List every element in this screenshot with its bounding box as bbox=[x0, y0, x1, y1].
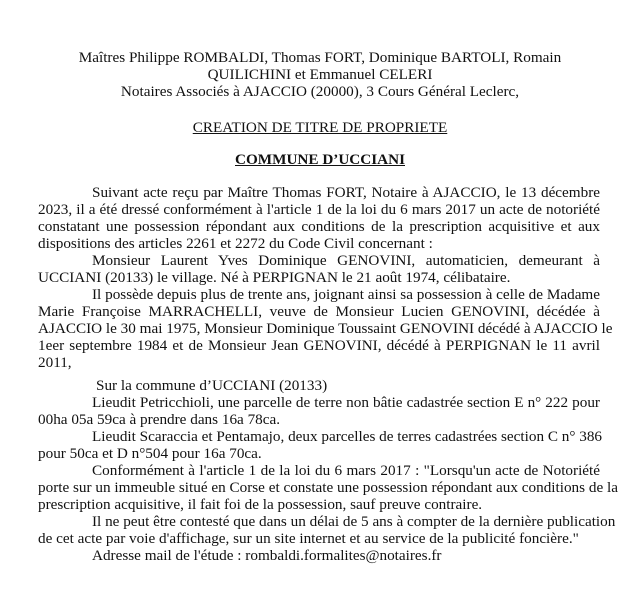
body-line: constatant une possession répondant aux conditions de la prescription acquisitive et aux bbox=[38, 218, 600, 235]
body-line: Lieudit Scaraccia et Pentamajo, deux parcelles de terres cadastrées section C n° 386 bbox=[92, 428, 603, 445]
body-line: Lieudit Petricchioli, une parcelle de terre non bâtie cadastrée section E n° 222 pour bbox=[92, 394, 600, 411]
document-title: CREATION DE TITRE DE PROPRIETE bbox=[192, 119, 448, 136]
body-line: Sur la commune d’UCCIANI (20133) bbox=[96, 377, 328, 394]
body-line: 00ha 05a 59ca à prendre dans 16a 78ca. bbox=[38, 411, 281, 428]
body-line: Il possède depuis plus de trente ans, joignant ainsi sa possession à celle de Madame bbox=[92, 286, 600, 303]
body-line: 1eer septembre 1984 et de Monsieur Jean GENOVINI, décédé à PERPIGNAN le 11 avril bbox=[38, 337, 600, 354]
body-line: Marie Françoise MARRACHELLI, veuve de Monsieur Lucien GENOVINI, décédée à bbox=[38, 303, 600, 320]
body-line: Il ne peut être contesté que dans un délai de 5 ans à compter de la dernière publication bbox=[92, 513, 616, 530]
body-line: prescription acquisitive, il fait foi de la possession, sauf preuve contraire. bbox=[38, 496, 483, 513]
body-line: Suivant acte reçu par Maître Thomas FORT, Notaire à AJACCIO, le 13 décembre bbox=[92, 184, 600, 201]
commune-heading: COMMUNE D’UCCIANI bbox=[235, 151, 405, 168]
header-line-3: Notaires Associés à AJACCIO (20000), 3 Cours Général Leclerc, bbox=[120, 83, 520, 100]
body-line: pour 50ca et D n°504 pour 16a 70ca. bbox=[38, 445, 262, 462]
contact-email-line: Adresse mail de l'étude : rombaldi.formalites@notaires.fr bbox=[92, 547, 442, 564]
header-line-1: Maîtres Philippe ROMBALDI, Thomas FORT, Dominique BARTOLI, Romain bbox=[78, 49, 562, 66]
body-line: dispositions des articles 2261 et 2272 du Code Civil concernant : bbox=[38, 235, 433, 252]
body-line: porte sur un immeuble situé en Corse et constate une possession répondant aux conditions de la bbox=[38, 479, 618, 496]
body-line: Conformément à l'article 1 de la loi du 6 mars 2017 : "Lorsqu'un acte de Notoriété bbox=[92, 462, 600, 479]
header-line-2: QUILICHINI et Emmanuel CELERI bbox=[207, 66, 433, 83]
body-line: Monsieur Laurent Yves Dominique GENOVINI, automaticien, demeurant à bbox=[92, 252, 600, 269]
body-line: UCCIANI (20133) le village. Né à PERPIGNAN le 21 août 1974, célibataire. bbox=[38, 269, 511, 286]
body-line: AJACCIO le 30 mai 1975, Monsieur Dominique Toussaint GENOVINI décédé à AJACCIO le bbox=[38, 320, 613, 337]
body-line: 2011, bbox=[38, 354, 72, 371]
body-line: de cet acte par voie d'affichage, sur un site internet et au service de la publicité foncière." bbox=[38, 530, 579, 547]
body-line: 2023, il a été dressé conformément à l'article 1 de la loi du 6 mars 2017 un acte de notoriété bbox=[38, 201, 600, 218]
